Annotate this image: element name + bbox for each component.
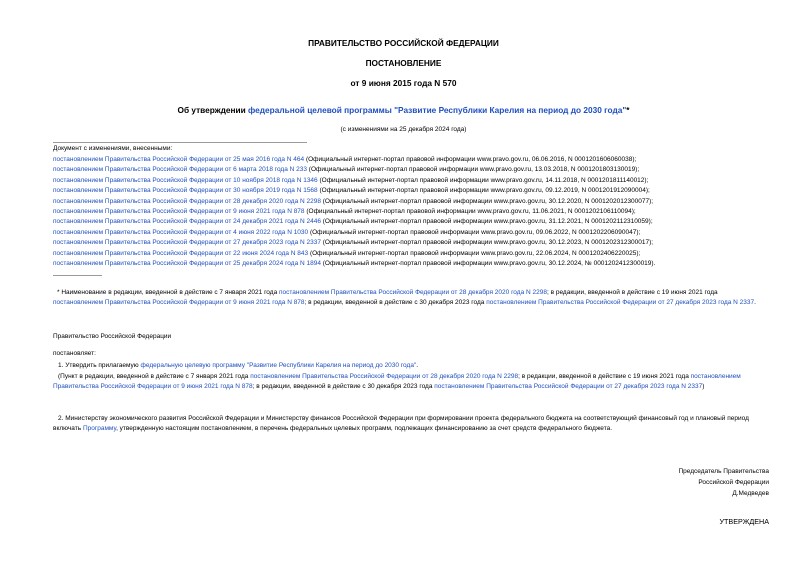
amendment-source: (Официальный интернет-портал правовой информации www.pravo.gov.ru, 30.12.2020, N 0001202012300077);: [320, 197, 654, 205]
paragraph-1: 1. Утвердить прилагаемую федеральную целевую программу "Развитие Республики Карелия на период до 2030 года".: [58, 362, 419, 369]
amendment-link[interactable]: постановлением Правительства Российской Федерации от 28 декабря 2020 года N 2298: [53, 197, 321, 205]
amendment-item: [53, 155, 636, 165]
amendment-item: [53, 207, 636, 217]
amendment-source: (Официальный интернет-портал правовой информации www.pravo.gov.ru, 30.12.2024, № 0001202412300019).: [320, 260, 656, 267]
paragraph-1-program-link[interactable]: федеральную целевую программу "Развитие Республики Карелия на период до 2030 года": [140, 362, 417, 369]
amendments-bottom-rule: [53, 275, 102, 276]
paragraph-2: 2. Министерству экономического развития Российской Федерации и Министерству финансов Российской Федерации при формировании проекта федерального бюджета на соответствующий финансовый год и плановый период включать Программу, утвержденную настоящим постановлением, в перечень федеральных целевых программ, подлежащих финансированию за счет средств федерального бюджета.: [53, 415, 749, 432]
title-prefix: Об утверждении: [177, 105, 249, 115]
amendment-link[interactable]: постановлением Правительства Российской Федерации от 10 ноября 2018 года N 1346: [53, 176, 318, 184]
amendment-source: (Официальный интернет-портал правовой информации www.pravo.gov.ru, 09.12.2019, N 0001201912090004);: [317, 187, 650, 195]
amendment-item: [53, 197, 653, 207]
signature-line-1: Председатель Правительства: [678, 468, 769, 475]
amendment-item: [53, 165, 639, 175]
footnote-link-2298[interactable]: постановлением Правительства Российской Федерации от 28 декабря 2020 года N 2298: [279, 289, 547, 296]
paragraph-1-note-link-2298[interactable]: постановлением Правительства Российской Федерации от 28 декабря 2020 года N 2298: [250, 373, 519, 380]
amendments-intro: Документ с изменениями, внесенными:: [53, 145, 173, 152]
edition-note: (с изменениями на 25 декабря 2024 года): [340, 126, 467, 133]
amendment-link[interactable]: постановлением Правительства Российской Федерации от 24 декабря 2021 года N 2446: [53, 218, 321, 226]
amendment-link[interactable]: постановлением Правительства Российской Федерации от 6 марта 2018 года N 233: [53, 166, 307, 174]
document-type: ПОСТАНОВЛЕНИЕ: [365, 58, 442, 68]
amendment-item: [53, 238, 653, 248]
amendment-item: [53, 249, 640, 259]
signature-block: [678, 466, 769, 499]
amendment-source: (Официальный интернет-портал правовой информации www.pravo.gov.ru, 31.12.2021, N 0001202112310059);: [320, 218, 653, 226]
paragraph-1-note: (Пункт в редакции, введенной в действие с 7 января 2021 года постановлением Правительства Российской Федерации от 28 декабря 2020 года N 2298; в редакции, введенной в действие с 19 июня 2021 года постановлением Правительства Российской Федерации от 9 июня 2021 года N 878; в редакции, введенной в действие с 30 декабря 2023 года постановлением Правительства Российской Федерации от 27 декабря 2023 года N 2337): [53, 373, 741, 390]
amendment-link[interactable]: постановлением Правительства Российской Федерации от 4 июня 2022 года N 1030: [53, 228, 309, 236]
amendment-item: [53, 228, 640, 238]
amendment-link[interactable]: постановлением Правительства Российской Федерации от 22 июня 2024 года N 843: [53, 249, 309, 257]
approved-stamp: УТВЕРЖДЕНА: [719, 517, 769, 526]
amendment-source: (Официальный интернет-портал правовой информации www.pravo.gov.ru, 09.06.2022, N 0001202206090047);: [308, 228, 641, 236]
paragraph-1-note-link-2337[interactable]: постановлением Правительства Российской Федерации от 27 декабря 2023 года N 2337: [434, 383, 703, 390]
signature-line-2: Российской Федерации: [698, 479, 769, 486]
document-date-number: от 9 июня 2015 года N 570: [350, 78, 457, 88]
footnote: * Наименование в редакции, введенной в действие с 7 января 2021 года постановлением Правительства Российской Федерации от 28 декабря 2020 года N 2298; в редакции, введенной в действие с 19 июня 2021 года постановлением Правительства Российской Федерации от 9 июня 2021 года N 878; в редакции, введенной в действие с 30 декабря 2023 года постановлением Правительства Российской Федерации от 27 декабря 2023 года N 2337.: [53, 289, 756, 306]
title-program-link[interactable]: федеральной целевой программы "Развитие Республики Карелия на период до 2030 года": [248, 105, 627, 115]
amendment-source: (Официальный интернет-портал правовой информации www.pravo.gov.ru, 13.03.2018, N 0001201803130019);: [307, 166, 640, 174]
paragraph-2-program-link[interactable]: Программу: [82, 425, 117, 432]
government-name: ПРАВИТЕЛЬСТВО РОССИЙСКОЙ ФЕДЕРАЦИИ: [308, 38, 499, 48]
amendment-link[interactable]: постановлением Правительства Российской Федерации от 27 декабря 2023 года N 2337: [53, 239, 321, 247]
amendment-source: (Официальный интернет-портал правовой информации www.pravo.gov.ru, 30.12.2023, N 0001202312300017);: [320, 239, 654, 247]
amendment-item: [53, 259, 655, 269]
amendment-item: [53, 186, 650, 196]
amendment-link[interactable]: постановлением Правительства Российской Федерации от 30 ноября 2019 года N 1568: [53, 187, 318, 195]
amendments-top-rule: [53, 142, 307, 143]
footnote-link-2337[interactable]: постановлением Правительства Российской Федерации от 27 декабря 2023 года N 2337: [486, 299, 755, 306]
signature-name: Д.Медведев: [732, 490, 769, 497]
footnote-link-878[interactable]: постановлением Правительства Российской Федерации от 9 июня 2021 года N 878: [53, 299, 305, 306]
amendment-link[interactable]: постановлением Правительства Российской Федерации от 25 мая 2016 года N 464: [53, 156, 305, 163]
amendment-item: [53, 217, 653, 227]
amendment-source: (Официальный интернет-портал правовой информации www.pravo.gov.ru, 14.11.2018, N 0001201811140012);: [317, 176, 649, 184]
amendment-link[interactable]: постановлением Правительства Российской Федерации от 25 декабря 2024 года N 1894: [53, 260, 321, 267]
amendment-item: [53, 176, 648, 186]
document-title: [0, 105, 807, 115]
decrees-word: постановляет:: [53, 350, 96, 357]
amendment-source: (Официальный интернет-портал правовой информации www.pravo.gov.ru, 22.06.2024, N 0001202406220025);: [308, 249, 641, 257]
amendment-source: (Официальный интернет-портал правовой информации www.pravo.gov.ru, 06.06.2016, N 0001201606060038);: [304, 156, 637, 163]
amendment-link[interactable]: постановлением Правительства Российской Федерации от 9 июня 2021 года N 878: [53, 208, 305, 215]
government-line: Правительство Российской Федерации: [53, 333, 172, 340]
amendment-source: (Официальный интернет-портал правовой информации www.pravo.gov.ru, 11.06.2021, N 0001202106110094);: [304, 208, 636, 215]
paragraph-1-note-link-878[interactable]: постановлением Правительства Российской Федерации от 9 июня 2021 года N 878: [53, 373, 741, 390]
title-suffix: *: [626, 105, 630, 115]
